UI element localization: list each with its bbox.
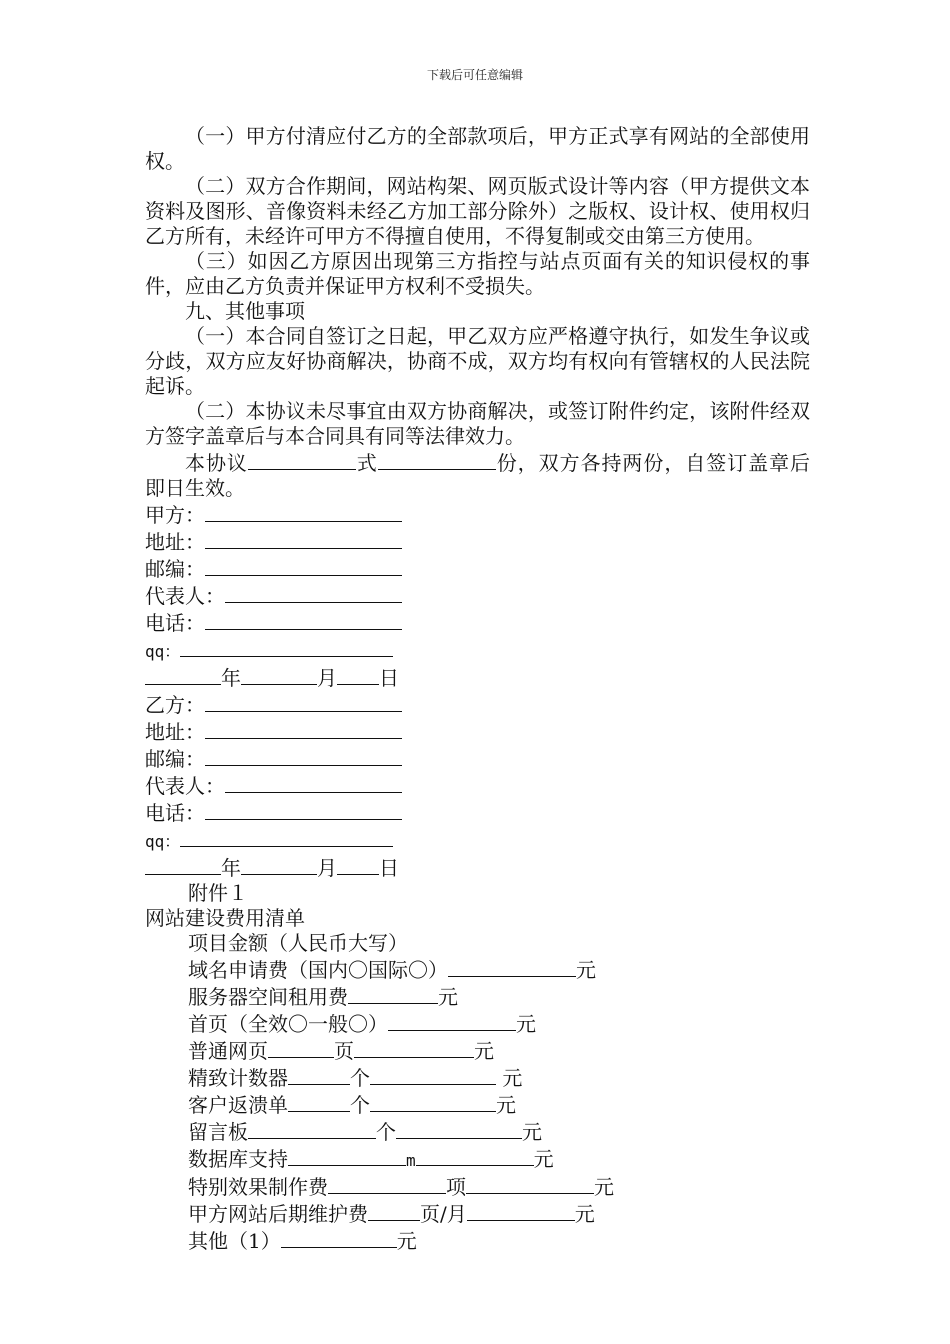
yuan-label: 元 xyxy=(516,1012,536,1036)
party-b-day-field[interactable] xyxy=(337,854,379,875)
fee-counter-count-field[interactable] xyxy=(288,1064,350,1085)
fee-other-field[interactable] xyxy=(281,1227,397,1248)
fee-database-row xyxy=(145,1145,810,1173)
clause-ownership: （一）甲方付清应付乙方的全部款项后，甲方正式享有网站的全部使用权。 xyxy=(145,124,810,173)
party-b-postcode-label: 邮编： xyxy=(145,747,205,771)
party-b-name-field[interactable] xyxy=(205,691,402,712)
fee-normal-page-row xyxy=(145,1037,810,1064)
party-b-name-row xyxy=(145,691,810,718)
month-label: 月 xyxy=(317,856,337,880)
party-a-name-label: 甲方： xyxy=(145,503,205,527)
fee-guestbook-row xyxy=(145,1118,810,1145)
fee-counter-row xyxy=(145,1064,810,1091)
yuan-label: 元 xyxy=(594,1175,614,1199)
copies-text-c: 份，双方各持两份，自签订盖章后即日生效。 xyxy=(145,451,811,500)
fee-effects-row xyxy=(145,1173,810,1200)
fee-domain-label: 域名申请费（国内〇国际〇） xyxy=(188,958,448,982)
copies-blank-2[interactable] xyxy=(378,449,496,470)
count-unit-label: 个 xyxy=(350,1066,370,1090)
party-a-day-field[interactable] xyxy=(337,664,379,685)
fee-domain-row xyxy=(145,956,810,983)
party-a-address-field[interactable] xyxy=(205,528,402,549)
party-b-postcode-row xyxy=(145,745,810,772)
party-a-phone-field[interactable] xyxy=(205,609,402,630)
appendix-header: 项目金额（人民币大写） xyxy=(188,931,408,955)
day-label: 日 xyxy=(379,666,399,690)
fee-homepage-field[interactable] xyxy=(388,1010,516,1031)
party-a-rep-field[interactable] xyxy=(225,582,402,603)
section-other-matters: 九、其他事项 xyxy=(185,299,305,323)
party-a-name-row xyxy=(145,501,810,528)
fee-database-field[interactable] xyxy=(416,1145,534,1166)
party-b-phone-label: 电话： xyxy=(145,801,205,825)
fee-effects-label: 特别效果制作费 xyxy=(188,1175,328,1199)
copies-clause xyxy=(145,449,810,501)
fee-server-field[interactable] xyxy=(348,983,438,1004)
clause-supplement: （二）本协议未尽事宜由双方协商解决，或签订附件约定，该附件经双方签字盖章后与本合同具有同等法律效力。 xyxy=(145,399,810,448)
party-a-address-row xyxy=(145,528,810,555)
yuan-label: 元 xyxy=(438,985,458,1009)
fee-effects-field[interactable] xyxy=(466,1173,594,1194)
yuan-label: 元 xyxy=(576,958,596,982)
party-a-year-field[interactable] xyxy=(145,664,221,685)
page-unit-label: 页 xyxy=(334,1039,354,1063)
fee-effects-count-field[interactable] xyxy=(328,1173,446,1194)
party-a-postcode-row xyxy=(145,555,810,582)
fee-normal-page-label: 普通网页 xyxy=(188,1039,268,1063)
fee-counter-field[interactable] xyxy=(370,1064,496,1085)
yuan-label: 元 xyxy=(574,1202,595,1226)
clause-infringement: （三）如因乙方原因出现第三方指控与站点页面有关的知识侵权的事件，应由乙方负责并保证甲方权利不受损失。 xyxy=(145,249,810,298)
party-a-qq-field[interactable] xyxy=(180,636,393,657)
year-label: 年 xyxy=(221,666,241,690)
count-unit-label: 个 xyxy=(376,1120,396,1144)
party-b-name-label: 乙方： xyxy=(145,693,205,717)
party-b-postcode-field[interactable] xyxy=(205,745,402,766)
party-a-phone-label: 电话： xyxy=(145,611,205,635)
year-label: 年 xyxy=(221,856,241,880)
yuan-label: 元 xyxy=(522,1120,542,1144)
party-a-phone-row xyxy=(145,609,810,636)
month-label: 月 xyxy=(317,666,337,690)
fee-server-label: 服务器空间租用费 xyxy=(188,985,348,1009)
party-a-rep-label: 代表人： xyxy=(145,584,225,608)
yuan-label: 元 xyxy=(474,1039,494,1063)
fee-maintenance-row xyxy=(145,1200,810,1227)
party-a-month-field[interactable] xyxy=(241,664,317,685)
fee-feedback-row xyxy=(145,1091,810,1118)
fee-database-size-field[interactable] xyxy=(288,1145,406,1166)
yuan-label: 元 xyxy=(496,1093,516,1117)
party-b-date-row xyxy=(145,854,810,881)
party-b-phone-field[interactable] xyxy=(205,799,402,820)
page-header: 下载后可任意编辑 xyxy=(426,68,523,82)
party-b-year-field[interactable] xyxy=(145,854,221,875)
clause-copyright: （二）双方合作期间，网站构架、网页版式设计等内容（甲方提供文本资料及图形、音像资料未经乙方加工部分除外）之版权、设计权、使用权归乙方所有，未经许可甲方不得擅自使用，不得复制或交由第三方使用。 xyxy=(145,174,810,248)
fee-feedback-field[interactable] xyxy=(370,1091,496,1112)
appendix-label: 附件１ xyxy=(188,881,248,905)
fee-maintenance-count-field[interactable] xyxy=(368,1200,420,1221)
party-a-qq-row xyxy=(145,636,810,664)
fee-maintenance-field[interactable] xyxy=(467,1200,575,1221)
fee-other-label: 其他（1） xyxy=(188,1229,281,1253)
fee-database-label: 数据库支持 xyxy=(188,1147,288,1171)
fee-other-row xyxy=(145,1227,810,1254)
fee-normal-page-count-field[interactable] xyxy=(268,1037,334,1058)
day-label: 日 xyxy=(379,856,399,880)
copies-text-a: 本协议 xyxy=(185,451,248,475)
appendix-title: 网站建设费用清单 xyxy=(145,906,305,930)
party-a-date-row xyxy=(145,664,810,691)
party-a-rep-row xyxy=(145,582,810,609)
party-b-address-row xyxy=(145,718,810,745)
party-b-rep-label: 代表人： xyxy=(145,774,225,798)
fee-maintenance-label: 甲方网站后期维护费 xyxy=(188,1202,368,1226)
count-unit-label: 个 xyxy=(350,1093,370,1117)
party-b-rep-field[interactable] xyxy=(225,772,402,793)
yuan-label: 元 xyxy=(533,1147,554,1171)
party-a-postcode-label: 邮编： xyxy=(145,557,205,581)
yuan-label: 元 xyxy=(396,1229,417,1253)
fee-feedback-count-field[interactable] xyxy=(288,1091,350,1112)
fee-feedback-label: 客户返溃单 xyxy=(188,1093,288,1117)
fee-homepage-row xyxy=(145,1010,810,1037)
fee-counter-label: 精致计数器 xyxy=(188,1066,288,1090)
fee-guestbook-label: 留言板 xyxy=(188,1120,248,1144)
party-b-qq-row xyxy=(145,826,810,854)
party-b-phone-row xyxy=(145,799,810,826)
yuan-label: 元 xyxy=(502,1066,523,1090)
party-a-name-field[interactable] xyxy=(205,501,402,522)
db-unit-label: m xyxy=(406,1151,416,1170)
fee-guestbook-field[interactable] xyxy=(396,1118,522,1139)
fee-domain-field[interactable] xyxy=(448,956,576,977)
party-b-qq-label: qq： xyxy=(145,832,181,851)
fee-server-row xyxy=(145,983,810,1010)
party-a-qq-label: qq： xyxy=(145,642,181,661)
copies-text-b: 式 xyxy=(355,451,378,475)
party-a-postcode-field[interactable] xyxy=(205,555,402,576)
clause-dispute: （一）本合同自签订之日起，甲乙双方应严格遵守执行，如发生争议或分歧，双方应友好协商解决，协商不成，双方均有权向有管辖权的人民法院起诉。 xyxy=(145,324,810,398)
copies-blank-1[interactable] xyxy=(248,449,356,470)
item-unit-label: 项 xyxy=(446,1175,466,1199)
month-unit-label: 页/月 xyxy=(420,1202,467,1226)
party-b-address-field[interactable] xyxy=(205,718,402,739)
fee-homepage-label: 首页（全效〇一般〇） xyxy=(188,1012,388,1036)
fee-guestbook-count-field[interactable] xyxy=(248,1118,376,1139)
fee-normal-page-field[interactable] xyxy=(354,1037,474,1058)
party-b-qq-field[interactable] xyxy=(180,826,393,847)
document-body xyxy=(145,124,810,1254)
party-b-month-field[interactable] xyxy=(241,854,317,875)
party-b-address-label: 地址： xyxy=(145,720,205,744)
party-b-rep-row xyxy=(145,772,810,799)
party-a-address-label: 地址： xyxy=(145,530,205,554)
